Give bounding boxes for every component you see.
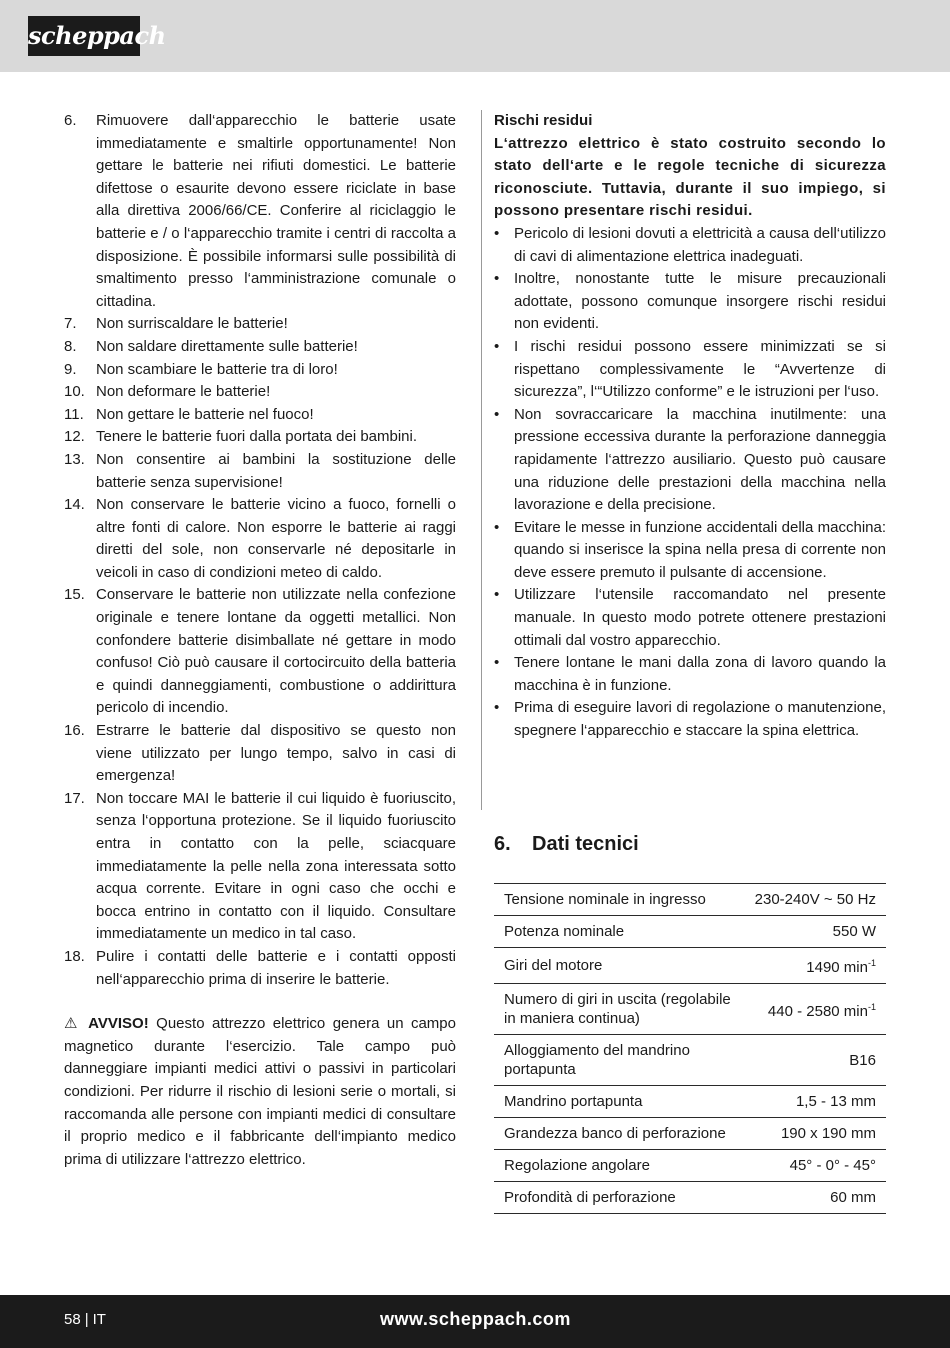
bullet-text: Prima di eseguire lavori di regolazione o manutenzione, spegnere l‘apparecchio e staccare la spina elettrica. — [514, 699, 886, 740]
bullet-icon: • — [494, 518, 500, 536]
list-item — [64, 426, 456, 449]
list-item-text: Conservare le batterie non utilizzate nella confezione originale e tenere lontane da oggetti metallici. Non confondere batterie disimballate né gettare in modo confuso! Ciò può causare il cortocircuito della batteria e quindi danneggiamenti, combustione o addirittura pericolo di incendio. — [96, 586, 456, 717]
brand-logo: scheppach — [28, 16, 140, 56]
page-number-block — [64, 1310, 106, 1330]
residual-risks-intro: L‘attrezzo elettrico è stato costruito secondo lo stato dell‘arte e le regole tecniche di sicurezza riconosciute. Tuttavia, durante il suo impiego, si possono presentare rischi residui. — [494, 134, 886, 220]
column-divider — [481, 110, 482, 810]
warning-label: AVVISO! — [88, 1015, 149, 1033]
page-language: IT — [92, 1311, 106, 1328]
list-item-number: 8. — [64, 337, 77, 355]
bullet-icon: • — [494, 270, 500, 288]
tech-data-table — [494, 883, 886, 1214]
spec-value: 1,5 - 13 mm — [795, 1093, 876, 1110]
spec-value-cell — [745, 884, 886, 916]
table-row — [494, 1182, 886, 1214]
list-item — [64, 359, 456, 382]
bullet-icon: • — [494, 405, 500, 423]
spec-value-cell — [745, 1182, 886, 1214]
list-item-number: 11. — [64, 405, 84, 423]
list-item-number: 18. — [64, 947, 85, 965]
list-item — [64, 788, 456, 946]
spec-label: Mandrino portapunta — [494, 1086, 745, 1118]
spec-value: B16 — [849, 1051, 876, 1069]
list-item-text: Estrarre le batterie dal dispositivo se questo non viene utilizzato per lungo tempo, salvo in casi di emergenza! — [96, 722, 456, 785]
warning-text: Questo attrezzo elettrico genera un campo magnetico durante l‘esercizio. Tale campo può danneggiare impianti medici attivi o passivi in particolari condizioni. Per ridurre il rischio di lesioni serie o mortali, si raccomanda alle persone con impianti medici di consultare il proprio medico e il fabbricante dell‘impianto medico prima di utilizzare l‘attrezzo elettrico. — [64, 1015, 456, 1168]
bullet-item — [494, 584, 886, 652]
spec-label: Grandezza banco di perforazione — [494, 1118, 745, 1150]
spec-label: Tensione nominale in ingresso — [494, 884, 745, 916]
list-item-text: Non toccare MAI le batterie il cui liquido è fuoriuscito, senza l‘opportuna protezione. Se il liquido fuoriuscito entra in contatto con la pelle, sciacquare immediatamente la pelle nella zona interessata sotto acqua corrente. Evitare in ogni caso che occhi e bocca entrino in contatto con il liquido. Consultare immediatamente un medico in tal caso. — [96, 789, 456, 943]
section-heading-tech-data — [494, 830, 639, 858]
spec-value-cell — [745, 1035, 886, 1086]
bullet-icon: • — [494, 654, 500, 672]
warning-notice — [64, 1013, 456, 1171]
list-item — [64, 449, 456, 494]
table-row — [494, 1086, 886, 1118]
spec-value: 45° - 0° - 45° — [789, 1157, 876, 1174]
bullet-item — [494, 652, 886, 697]
bullet-item — [494, 404, 886, 517]
bullet-item — [494, 336, 886, 404]
list-item-number: 9. — [64, 360, 77, 378]
spec-label: Regolazione angolare — [494, 1150, 745, 1182]
bullet-item — [494, 517, 886, 585]
list-item-text: Non gettare le batterie nel fuoco! — [96, 405, 314, 423]
list-item — [64, 404, 456, 427]
table-row — [494, 916, 886, 948]
list-item-text: Non conservare le batterie vicino a fuoco, fornelli o altre fonti di calore. Non esporre le batterie ai raggi diretti del sole, non conservarle né depositarle in veicoli in caso di condizioni meteo di caldo. — [96, 496, 456, 581]
table-row — [494, 1035, 886, 1086]
bullet-icon: • — [494, 224, 500, 242]
list-item-text: Non saldare direttamente sulle batterie! — [96, 337, 358, 355]
list-item-number: 14. — [64, 496, 85, 514]
list-item-number: 15. — [64, 586, 85, 604]
table-row — [494, 1150, 886, 1182]
table-row — [494, 984, 886, 1035]
residual-risks-list — [494, 223, 886, 743]
list-item — [64, 381, 456, 404]
bullet-text: Inoltre, nonostante tutte le misure precauzionali adottate, possono comunque insorgere rischi residui non evidenti. — [514, 270, 886, 333]
spec-value-cell — [745, 948, 886, 984]
spec-value: 60 mm — [830, 1189, 876, 1206]
warning-icon: ⚠ — [64, 1015, 81, 1033]
spec-value-cell — [745, 1118, 886, 1150]
list-item-text: Non surriscaldare le batterie! — [96, 315, 288, 333]
spec-value: 440 - 2580 min — [767, 1002, 868, 1020]
bullet-text: Tenere lontane le mani dalla zona di lavoro quando la macchina è in funzione. — [514, 654, 886, 694]
list-item-number: 13. — [64, 450, 85, 468]
bullet-icon: • — [494, 699, 500, 717]
list-item — [64, 494, 456, 584]
bullet-text: I rischi residui possono essere minimizzati se si rispettano complessivamente le “Avvertenze di sicurezza”, l‘“Utilizzo conforme” e le istruzioni per l‘uso. — [514, 337, 886, 401]
spec-value: 1490 min — [806, 959, 868, 976]
website-link[interactable]: www.scheppach.com — [380, 1309, 571, 1329]
list-item-number: 16. — [64, 722, 85, 740]
spec-value-cell — [745, 916, 886, 948]
list-item-text: Rimuovere dall‘apparecchio le batterie usate immediatamente e smaltirle opportunamente! Non gettare le batterie nei rifiuti domestici. Le batterie difettose o esaurite devono essere riciclate in base alla direttiva 2006/66/CE. Conferire al riciclaggio le batterie e / o l‘apparecchio tramite i centri di raccolta a disposizione. È possibile informarsi sulle possibilità di smaltimento presso l‘amministrazione comunale o cittadina. — [96, 112, 456, 310]
section-number: 6. — [494, 833, 511, 855]
section-title: Dati tecnici — [532, 833, 639, 855]
table-row — [494, 884, 886, 916]
bullet-text: Evitare le messe in funzione accidentali della macchina: quando si inserisce la spina nella presa di corrente non deve essere premuto il pulsante di accensione. — [514, 518, 886, 581]
left-column — [64, 110, 456, 1171]
list-item-text: Non scambiare le batterie tra di loro! — [96, 360, 338, 378]
list-item — [64, 336, 456, 359]
list-item-text: Tenere le batterie fuori dalla portata dei bambini. — [96, 428, 418, 446]
page-footer — [0, 1295, 950, 1348]
bullet-item — [494, 223, 886, 268]
spec-label: Potenza nominale — [494, 916, 745, 948]
spec-label: Giri del motore — [494, 948, 745, 984]
page-header — [0, 0, 950, 72]
spec-label: Profondità di perforazione — [494, 1182, 745, 1214]
list-item — [64, 110, 456, 313]
list-item-number: 10. — [64, 383, 85, 401]
list-item-text: Pulire i contatti delle batterie e i contatti opposti nell‘apparecchio prima di inserire le batterie. — [96, 947, 456, 988]
bullet-item — [494, 697, 886, 742]
list-item — [64, 720, 456, 788]
table-row — [494, 948, 886, 984]
list-item-number: 12. — [64, 428, 85, 446]
spec-value-exponent: -1 — [867, 1001, 876, 1012]
list-item-number: 17. — [64, 789, 85, 807]
bullet-item — [494, 268, 886, 336]
bullet-text: Pericolo di lesioni dovuti a elettricità a causa dell‘utilizzo di cavi di alimentazione elettrica inadeguati. — [514, 224, 886, 265]
spec-value: 190 x 190 mm — [780, 1125, 876, 1142]
list-item — [64, 313, 456, 336]
battery-instructions-list — [64, 110, 456, 991]
spec-value: 550 W — [832, 923, 876, 940]
page-separator: | — [84, 1311, 89, 1328]
page-number: 58 — [64, 1311, 81, 1328]
spec-label: Numero di giri in uscita (regolabile in maniera continua) — [494, 984, 745, 1035]
bullet-icon: • — [494, 337, 500, 355]
list-item-text: Non deformare le batterie! — [96, 383, 271, 401]
right-column — [494, 110, 886, 743]
bullet-icon: • — [494, 586, 500, 604]
spec-value-cell — [745, 1150, 886, 1182]
residual-risks-heading: Rischi residui — [494, 112, 593, 129]
list-item — [64, 584, 456, 720]
spec-value: 230-240V ~ 50 Hz — [754, 891, 876, 908]
bullet-text: Non sovraccaricare la macchina inutilmente: una pressione eccessiva durante la perforazione danneggia rapidamente l‘attrezzo ausiliario. Questo può causare una riduzione delle prestazioni della macchina nella lavorazione e della precisione. — [514, 405, 886, 514]
spec-value-cell — [745, 984, 886, 1035]
list-item — [64, 946, 456, 991]
list-item-number: 7. — [64, 315, 77, 333]
spec-value-cell — [745, 1086, 886, 1118]
spec-value-exponent: -1 — [867, 958, 876, 968]
table-row — [494, 1118, 886, 1150]
list-item-text: Non consentire ai bambini la sostituzione delle batterie senza supervisione! — [96, 450, 456, 491]
spec-label: Alloggiamento del mandrino portapunta — [494, 1035, 745, 1086]
bullet-text: Utilizzare l‘utensile raccomandato nel presente manuale. In questo modo potrete ottenere prestazioni ottimali dal vostro apparecchio. — [514, 586, 886, 649]
list-item-number: 6. — [64, 112, 77, 129]
